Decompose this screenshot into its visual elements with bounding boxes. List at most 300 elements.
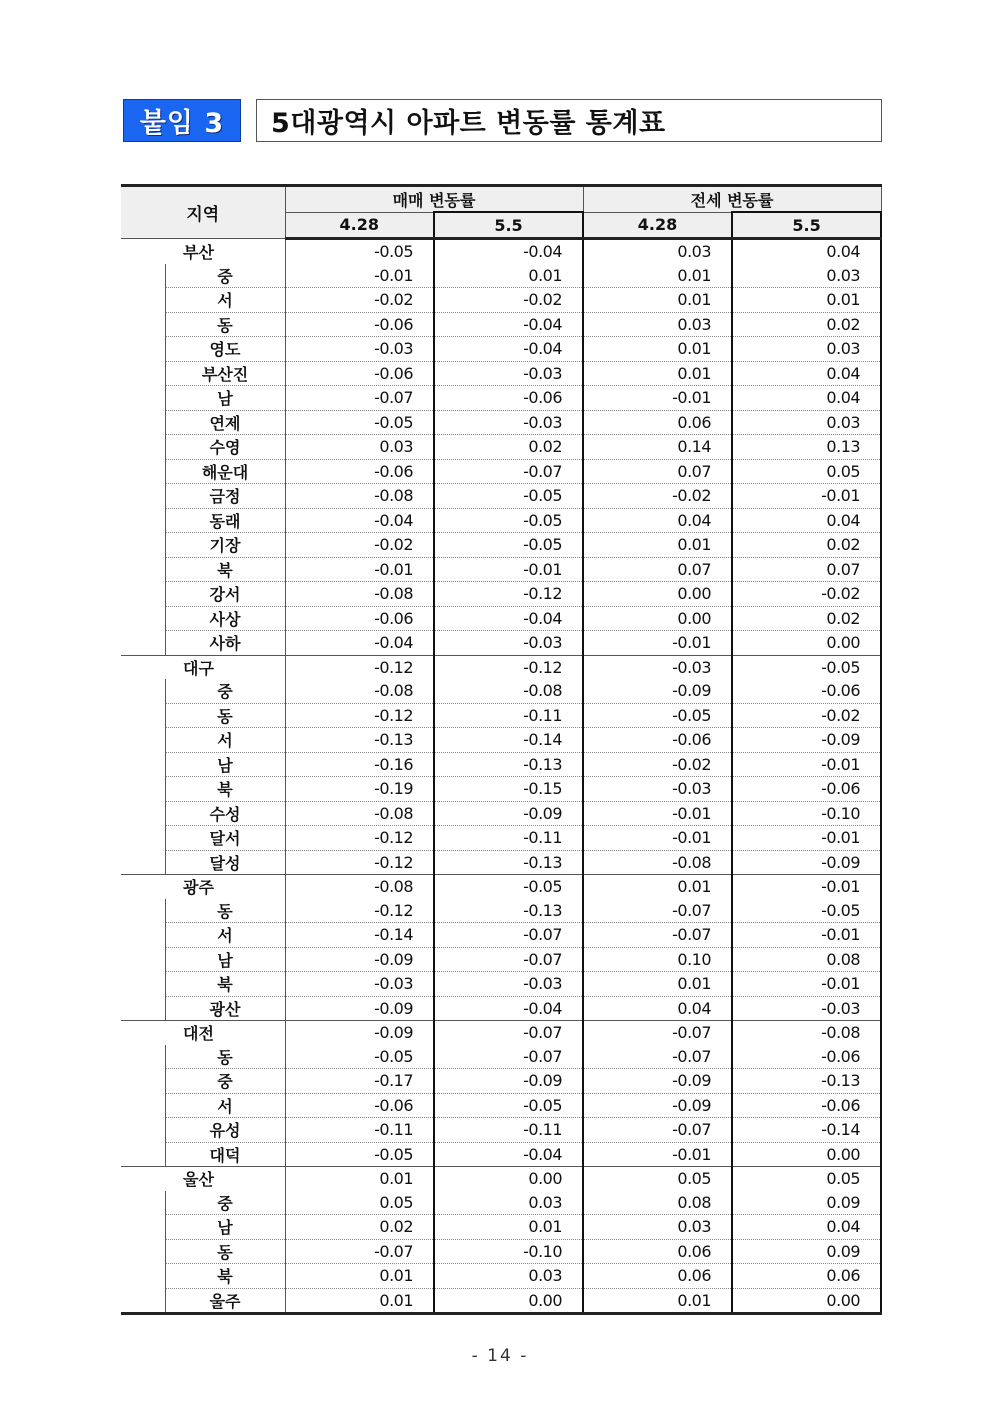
district-row (121, 631, 881, 656)
district-value: 0.07 (583, 557, 732, 582)
city-name: 대구 (121, 655, 285, 679)
district-value: -0.15 (434, 777, 583, 802)
district-value: -0.05 (583, 703, 732, 728)
district-name: 동래 (165, 508, 285, 533)
district-name: 북 (165, 972, 285, 997)
district-value: -0.11 (434, 1118, 583, 1143)
city-name: 대전 (121, 1021, 285, 1045)
district-row (121, 1215, 881, 1240)
page-title: 5대광역시 아파트 변동률 통계표 (256, 99, 882, 142)
city-value: 0.03 (583, 239, 732, 264)
district-row (121, 557, 881, 582)
district-value: -0.02 (583, 752, 732, 777)
district-value: -0.06 (732, 679, 881, 703)
district-value: 0.04 (732, 508, 881, 533)
district-value: -0.06 (732, 777, 881, 802)
jeonse-rate-header: 전세 변동률 (583, 186, 881, 213)
district-value: 0.09 (732, 1191, 881, 1215)
sale-date-header-1: 4.28 (285, 212, 434, 239)
district-value: 0.07 (583, 459, 732, 484)
district-value: -0.01 (732, 826, 881, 851)
district-value: 0.04 (732, 386, 881, 411)
district-value: -0.09 (732, 728, 881, 753)
district-value: 0.04 (583, 996, 732, 1021)
district-value: -0.01 (583, 801, 732, 826)
district-row (121, 361, 881, 386)
district-value: -0.01 (285, 264, 434, 288)
district-value: -0.09 (285, 947, 434, 972)
city-value: -0.05 (434, 875, 583, 899)
indent-spacer (121, 801, 165, 826)
district-row (121, 1142, 881, 1167)
district-row (121, 288, 881, 313)
district-name: 사상 (165, 606, 285, 631)
district-name: 중 (165, 264, 285, 288)
district-name: 중 (165, 679, 285, 703)
district-row (121, 899, 881, 923)
district-value: -0.12 (285, 826, 434, 851)
district-value: -0.10 (732, 801, 881, 826)
district-value: -0.02 (434, 288, 583, 313)
district-name: 달서 (165, 826, 285, 851)
indent-spacer (121, 484, 165, 509)
district-name: 남 (165, 752, 285, 777)
city-value: -0.03 (583, 655, 732, 679)
indent-spacer (121, 1045, 165, 1069)
city-row (121, 875, 881, 899)
district-value: -0.03 (434, 631, 583, 656)
district-name: 남 (165, 947, 285, 972)
district-value: 0.03 (434, 1264, 583, 1289)
district-row (121, 410, 881, 435)
district-value: 0.01 (583, 533, 732, 558)
city-value: -0.01 (732, 875, 881, 899)
region-header: 지역 (121, 186, 285, 239)
district-name: 강서 (165, 582, 285, 607)
district-value: 0.00 (732, 1142, 881, 1167)
indent-spacer (121, 582, 165, 607)
district-value: -0.01 (583, 1142, 732, 1167)
district-name: 서 (165, 728, 285, 753)
district-value: 0.03 (583, 1215, 732, 1240)
city-value: 0.01 (583, 875, 732, 899)
district-value: -0.05 (285, 1045, 434, 1069)
district-value: 0.06 (732, 1264, 881, 1289)
indent-spacer (121, 1069, 165, 1094)
district-name: 동 (165, 1239, 285, 1264)
sale-rate-header: 매매 변동률 (285, 186, 583, 213)
district-value: -0.01 (732, 752, 881, 777)
jeonse-date-header-1: 4.28 (583, 212, 732, 239)
district-value: 0.00 (583, 582, 732, 607)
district-name: 서 (165, 288, 285, 313)
district-value: 0.06 (583, 410, 732, 435)
district-value: 0.07 (732, 557, 881, 582)
district-row (121, 996, 881, 1021)
district-row (121, 1264, 881, 1289)
district-row (121, 459, 881, 484)
district-value: -0.05 (285, 410, 434, 435)
indent-spacer (121, 631, 165, 656)
city-value: -0.12 (434, 655, 583, 679)
district-value: 0.06 (583, 1239, 732, 1264)
district-value: 0.02 (732, 533, 881, 558)
district-value: -0.12 (285, 899, 434, 923)
district-value: -0.03 (434, 972, 583, 997)
district-value: -0.06 (285, 606, 434, 631)
district-value: 0.09 (732, 1239, 881, 1264)
district-value: -0.19 (285, 777, 434, 802)
indent-spacer (121, 410, 165, 435)
indent-spacer (121, 923, 165, 948)
district-row (121, 533, 881, 558)
district-value: -0.07 (285, 386, 434, 411)
district-name: 동 (165, 1045, 285, 1069)
table-body (121, 239, 881, 1314)
district-name: 북 (165, 1264, 285, 1289)
district-row (121, 947, 881, 972)
indent-spacer (121, 1288, 165, 1314)
district-row (121, 972, 881, 997)
indent-spacer (121, 606, 165, 631)
district-value: -0.05 (732, 899, 881, 923)
indent-spacer (121, 826, 165, 851)
district-value: 0.01 (583, 288, 732, 313)
district-row (121, 752, 881, 777)
city-value: 0.00 (434, 1167, 583, 1191)
district-value: -0.06 (285, 361, 434, 386)
district-value: 0.03 (434, 1191, 583, 1215)
district-value: -0.02 (732, 582, 881, 607)
district-value: -0.04 (434, 337, 583, 362)
district-value: -0.09 (583, 679, 732, 703)
district-value: -0.05 (434, 1093, 583, 1118)
district-name: 달성 (165, 850, 285, 875)
district-value: -0.02 (732, 703, 881, 728)
district-value: 0.02 (434, 435, 583, 460)
district-value: -0.13 (732, 1069, 881, 1094)
apartment-change-rate-table (121, 184, 882, 1315)
district-value: -0.03 (583, 777, 732, 802)
district-value: 0.03 (732, 410, 881, 435)
district-name: 금정 (165, 484, 285, 509)
district-row (121, 606, 881, 631)
district-value: -0.02 (285, 533, 434, 558)
indent-spacer (121, 752, 165, 777)
district-value: 0.01 (732, 288, 881, 313)
district-value: 0.01 (583, 361, 732, 386)
district-value: -0.12 (285, 850, 434, 875)
district-value: -0.08 (285, 801, 434, 826)
district-value: 0.03 (285, 435, 434, 460)
district-value: 0.01 (583, 264, 732, 288)
district-value: -0.03 (434, 361, 583, 386)
district-name: 동 (165, 703, 285, 728)
city-value: -0.05 (285, 239, 434, 264)
indent-spacer (121, 361, 165, 386)
district-value: 0.08 (732, 947, 881, 972)
district-value: 0.00 (732, 631, 881, 656)
district-value: -0.17 (285, 1069, 434, 1094)
district-value: 0.01 (285, 1288, 434, 1314)
city-value: -0.04 (434, 239, 583, 264)
district-value: -0.12 (285, 703, 434, 728)
district-value: -0.16 (285, 752, 434, 777)
city-value: -0.07 (583, 1021, 732, 1045)
city-value: 0.01 (285, 1167, 434, 1191)
district-name: 유성 (165, 1118, 285, 1143)
district-value: -0.01 (434, 557, 583, 582)
district-name: 영도 (165, 337, 285, 362)
district-value: -0.08 (285, 582, 434, 607)
district-value: 0.14 (583, 435, 732, 460)
district-value: 0.01 (583, 1288, 732, 1314)
city-value: -0.05 (732, 655, 881, 679)
district-value: -0.08 (583, 850, 732, 875)
district-value: -0.13 (434, 899, 583, 923)
indent-spacer (121, 679, 165, 703)
district-value: -0.04 (434, 312, 583, 337)
district-value: -0.09 (285, 996, 434, 1021)
district-value: 0.05 (732, 459, 881, 484)
district-value: 0.13 (732, 435, 881, 460)
district-value: 0.00 (732, 1288, 881, 1314)
city-value: -0.08 (732, 1021, 881, 1045)
district-value: -0.11 (434, 826, 583, 851)
district-row (121, 1093, 881, 1118)
indent-spacer (121, 264, 165, 288)
district-name: 서 (165, 923, 285, 948)
district-value: 0.01 (583, 337, 732, 362)
city-row (121, 655, 881, 679)
district-value: 0.06 (583, 1264, 732, 1289)
city-row (121, 1167, 881, 1191)
city-row (121, 1021, 881, 1045)
district-row (121, 1288, 881, 1314)
district-name: 해운대 (165, 459, 285, 484)
district-row (121, 703, 881, 728)
city-value: -0.12 (285, 655, 434, 679)
district-value: -0.08 (434, 679, 583, 703)
district-name: 남 (165, 386, 285, 411)
district-row (121, 777, 881, 802)
district-value: -0.03 (732, 996, 881, 1021)
indent-spacer (121, 1118, 165, 1143)
indent-spacer (121, 996, 165, 1021)
district-row (121, 923, 881, 948)
district-name: 울주 (165, 1288, 285, 1314)
indent-spacer (121, 1191, 165, 1215)
district-name: 북 (165, 557, 285, 582)
district-value: 0.00 (583, 606, 732, 631)
district-value: -0.01 (285, 557, 434, 582)
district-value: 0.03 (732, 264, 881, 288)
district-name: 북 (165, 777, 285, 802)
indent-spacer (121, 386, 165, 411)
jeonse-date-header-2: 5.5 (732, 212, 881, 239)
indent-spacer (121, 972, 165, 997)
district-value: -0.06 (434, 386, 583, 411)
district-value: -0.05 (434, 508, 583, 533)
city-value: 0.04 (732, 239, 881, 264)
indent-spacer (121, 1264, 165, 1289)
city-name: 부산 (121, 239, 285, 264)
district-row (121, 484, 881, 509)
indent-spacer (121, 508, 165, 533)
indent-spacer (121, 1093, 165, 1118)
district-name: 부산진 (165, 361, 285, 386)
district-value: -0.04 (434, 996, 583, 1021)
district-name: 기장 (165, 533, 285, 558)
district-row (121, 826, 881, 851)
district-value: -0.07 (434, 459, 583, 484)
indent-spacer (121, 1239, 165, 1264)
district-value: -0.02 (583, 484, 732, 509)
district-row (121, 1118, 881, 1143)
district-name: 광산 (165, 996, 285, 1021)
district-value: -0.09 (434, 1069, 583, 1094)
city-name: 광주 (121, 875, 285, 899)
city-value: 0.05 (732, 1167, 881, 1191)
district-row (121, 386, 881, 411)
district-value: -0.13 (434, 752, 583, 777)
district-value: -0.08 (285, 484, 434, 509)
district-row (121, 435, 881, 460)
indent-spacer (121, 557, 165, 582)
title-bar (123, 99, 883, 143)
district-name: 중 (165, 1191, 285, 1215)
district-row (121, 1045, 881, 1069)
district-value: -0.07 (434, 923, 583, 948)
indent-spacer (121, 337, 165, 362)
indent-spacer (121, 703, 165, 728)
indent-spacer (121, 1142, 165, 1167)
district-name: 대덕 (165, 1142, 285, 1167)
district-value: -0.01 (583, 826, 732, 851)
district-value: -0.07 (583, 1045, 732, 1069)
district-name: 연제 (165, 410, 285, 435)
district-value: -0.06 (285, 1093, 434, 1118)
district-value: -0.04 (285, 508, 434, 533)
district-value: -0.03 (285, 337, 434, 362)
city-value: 0.05 (583, 1167, 732, 1191)
district-row (121, 312, 881, 337)
sale-date-header-2: 5.5 (434, 212, 583, 239)
district-value: -0.05 (285, 1142, 434, 1167)
district-value: 0.02 (732, 312, 881, 337)
district-name: 수영 (165, 435, 285, 460)
district-value: -0.09 (583, 1069, 732, 1094)
district-row (121, 582, 881, 607)
district-value: -0.09 (434, 801, 583, 826)
city-value: -0.07 (434, 1021, 583, 1045)
indent-spacer (121, 459, 165, 484)
district-value: -0.14 (434, 728, 583, 753)
district-name: 서 (165, 1093, 285, 1118)
district-row (121, 801, 881, 826)
district-value: -0.09 (583, 1093, 732, 1118)
district-value: -0.04 (434, 1142, 583, 1167)
district-value: -0.01 (583, 631, 732, 656)
district-value: -0.08 (285, 679, 434, 703)
indent-spacer (121, 533, 165, 558)
attachment-badge: 붙임 3 (123, 99, 241, 142)
district-value: -0.10 (434, 1239, 583, 1264)
district-value: -0.07 (434, 1045, 583, 1069)
district-row (121, 850, 881, 875)
city-value: -0.09 (285, 1021, 434, 1045)
district-name: 사하 (165, 631, 285, 656)
district-value: 0.00 (434, 1288, 583, 1314)
district-value: -0.01 (583, 386, 732, 411)
district-row (121, 1239, 881, 1264)
district-value: -0.01 (732, 972, 881, 997)
district-value: -0.14 (732, 1118, 881, 1143)
district-value: -0.06 (732, 1045, 881, 1069)
district-value: -0.03 (434, 410, 583, 435)
city-value: -0.08 (285, 875, 434, 899)
district-row (121, 508, 881, 533)
district-value: -0.06 (285, 459, 434, 484)
district-value: 0.04 (732, 361, 881, 386)
district-value: 0.05 (285, 1191, 434, 1215)
district-value: -0.12 (434, 582, 583, 607)
district-value: -0.04 (285, 631, 434, 656)
district-name: 남 (165, 1215, 285, 1240)
district-row (121, 679, 881, 703)
district-value: -0.06 (583, 728, 732, 753)
district-value: 0.04 (583, 508, 732, 533)
district-value: 0.02 (285, 1215, 434, 1240)
district-value: 0.10 (583, 947, 732, 972)
district-value: -0.01 (732, 484, 881, 509)
indent-spacer (121, 312, 165, 337)
district-value: -0.02 (285, 288, 434, 313)
district-value: -0.07 (583, 1118, 732, 1143)
district-row (121, 337, 881, 362)
district-value: -0.05 (434, 533, 583, 558)
district-value: 0.01 (583, 972, 732, 997)
indent-spacer (121, 777, 165, 802)
district-value: -0.05 (434, 484, 583, 509)
district-name: 동 (165, 312, 285, 337)
district-value: 0.02 (732, 606, 881, 631)
district-value: 0.01 (285, 1264, 434, 1289)
district-row (121, 1191, 881, 1215)
district-value: -0.07 (434, 947, 583, 972)
district-value: -0.07 (583, 923, 732, 948)
district-value: 0.08 (583, 1191, 732, 1215)
district-value: -0.01 (732, 923, 881, 948)
district-row (121, 1069, 881, 1094)
district-value: -0.07 (583, 899, 732, 923)
district-value: -0.13 (285, 728, 434, 753)
district-value: 0.03 (732, 337, 881, 362)
district-value: 0.04 (732, 1215, 881, 1240)
district-value: 0.01 (434, 264, 583, 288)
district-value: 0.03 (583, 312, 732, 337)
district-value: -0.14 (285, 923, 434, 948)
district-value: -0.06 (285, 312, 434, 337)
district-value: -0.13 (434, 850, 583, 875)
district-value: -0.11 (434, 703, 583, 728)
district-row (121, 264, 881, 288)
city-row (121, 239, 881, 264)
indent-spacer (121, 899, 165, 923)
district-row (121, 728, 881, 753)
indent-spacer (121, 728, 165, 753)
indent-spacer (121, 850, 165, 875)
